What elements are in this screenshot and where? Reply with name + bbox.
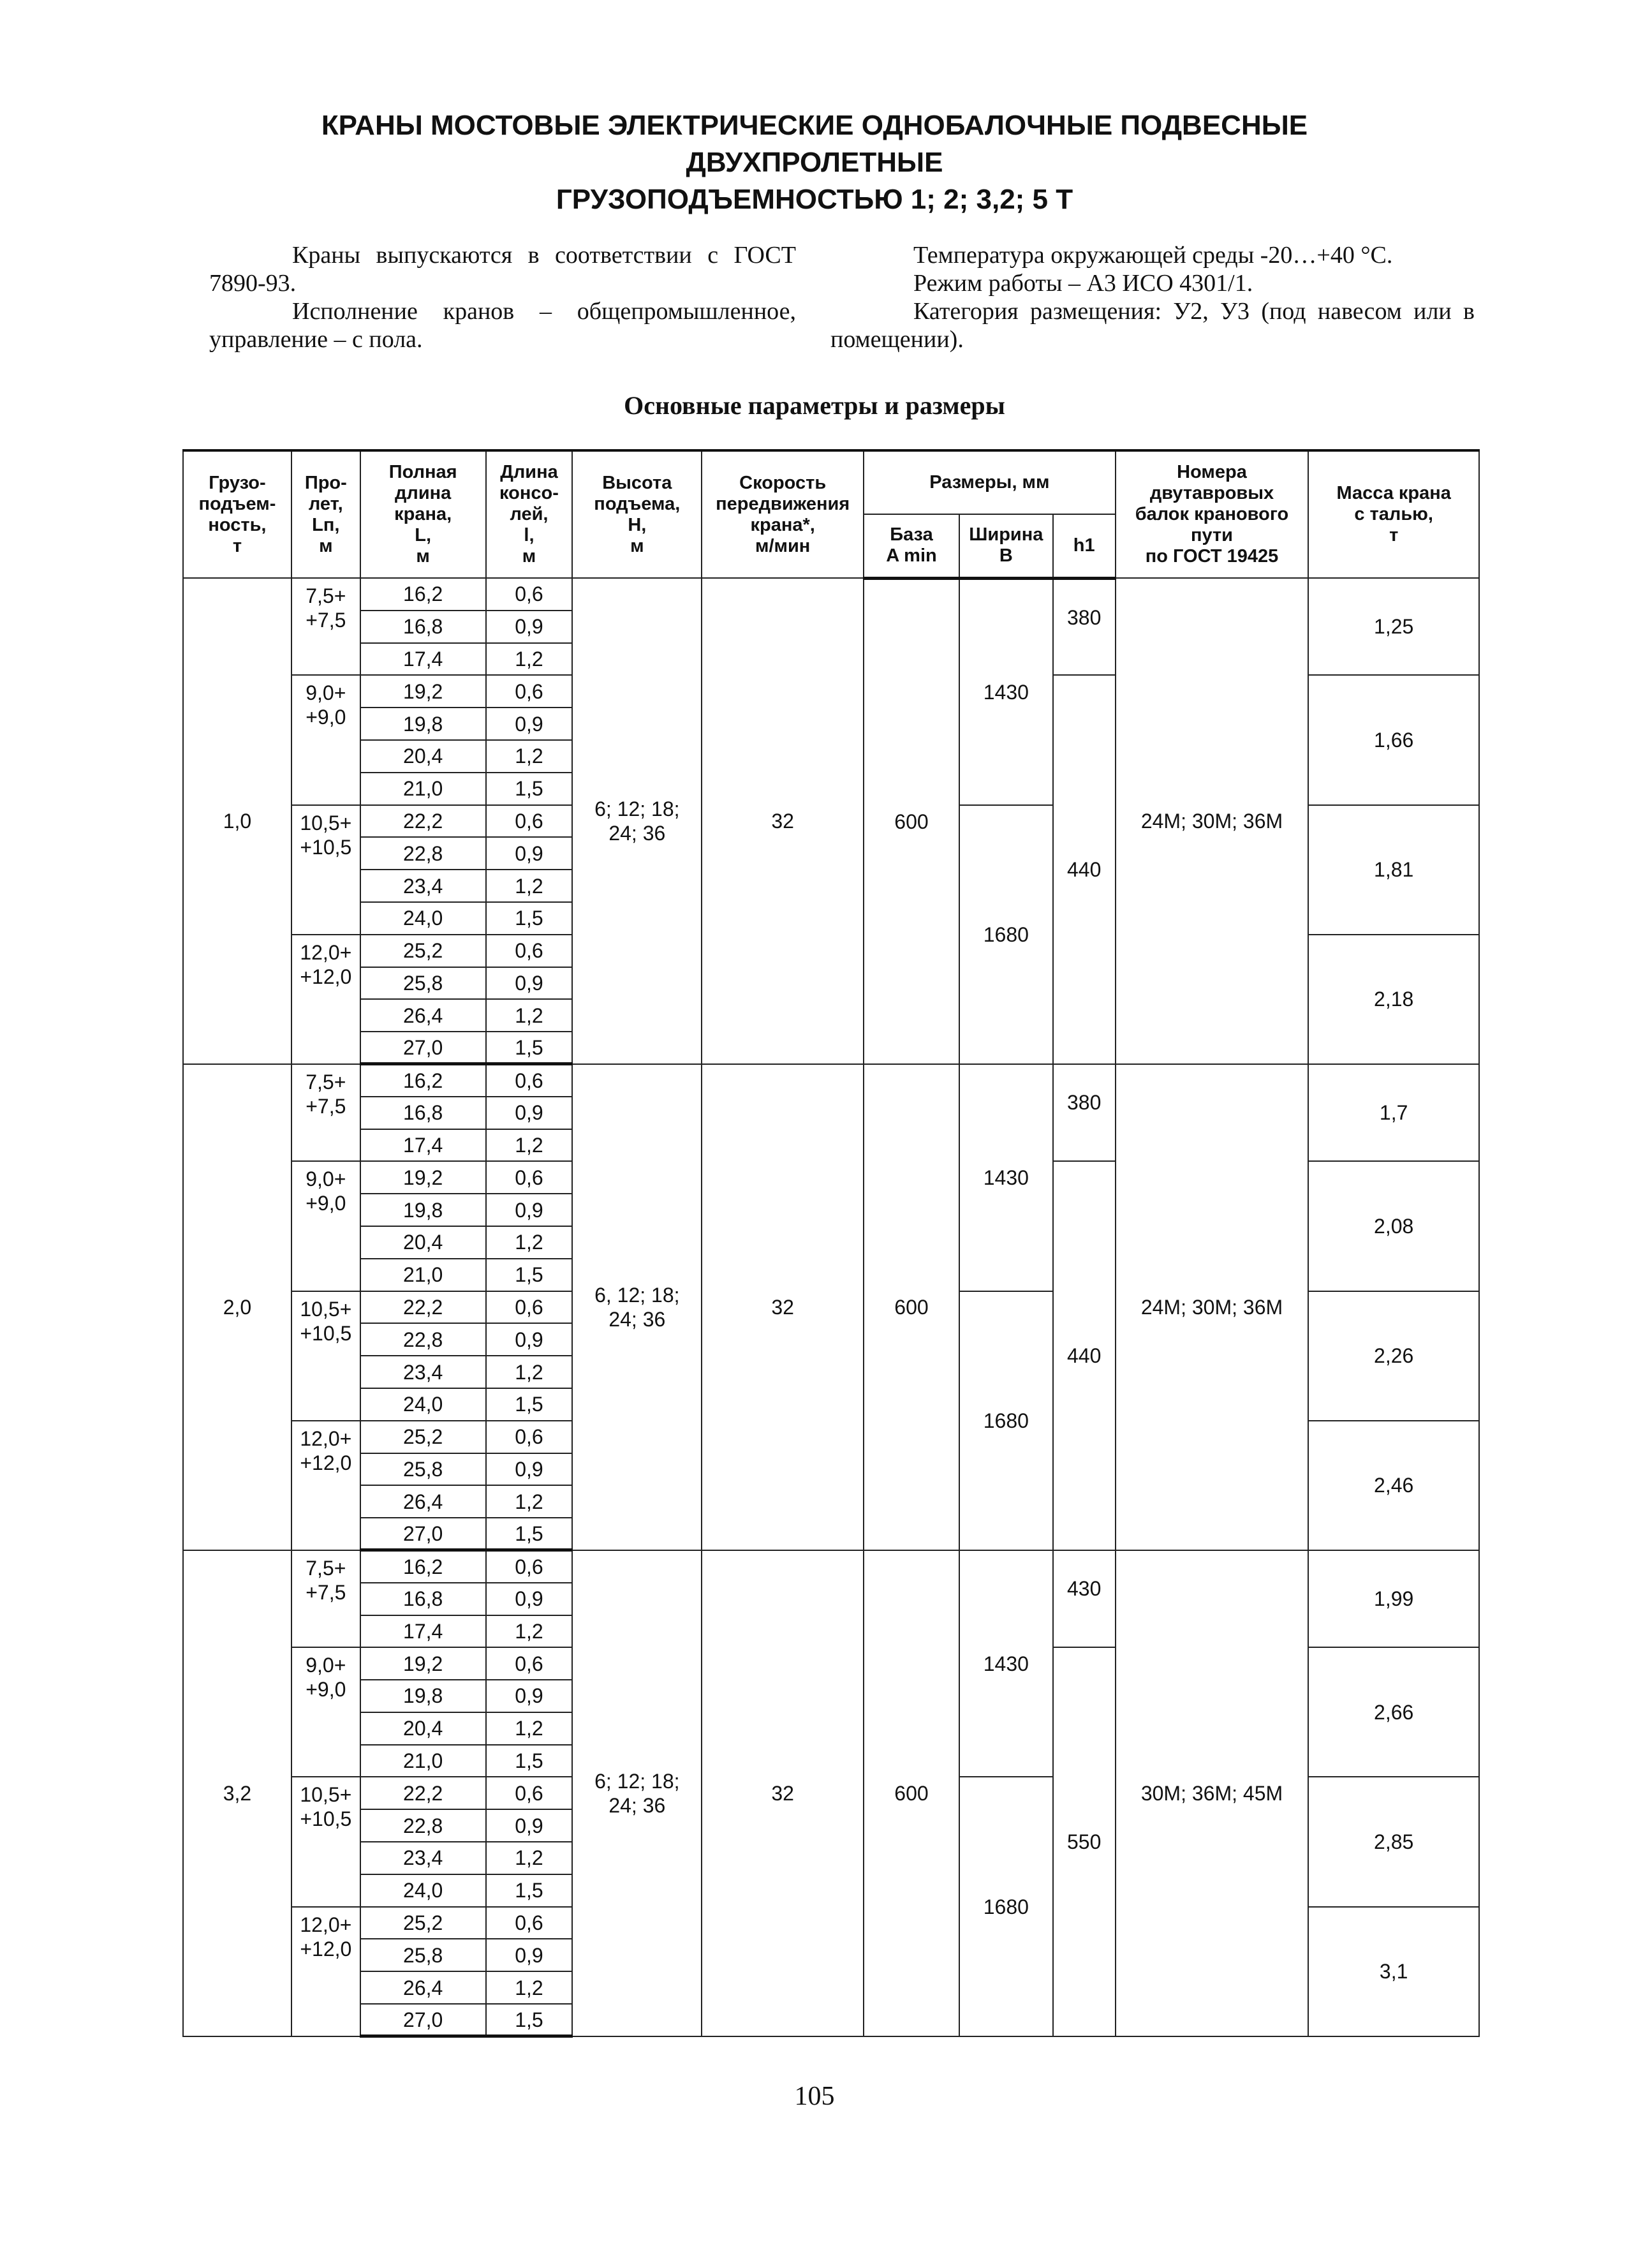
header-line: Lп, [312, 514, 340, 535]
span-cell: 7,5+ +7,5 [291, 1550, 360, 1647]
h1-cell: 440 [1053, 1161, 1116, 1550]
header-line: ность, [208, 514, 267, 535]
span-cell: 9,0+ +9,0 [291, 1161, 360, 1291]
mass-cell: 1,25 [1308, 578, 1479, 675]
console-cell: 1,5 [486, 1388, 573, 1421]
length-cell: 25,2 [360, 1907, 486, 1939]
length-cell: 20,4 [360, 1226, 486, 1259]
length-cell: 27,0 [360, 1032, 486, 1064]
console-cell: 0,9 [486, 1680, 573, 1712]
title-line-3: ГРУЗОПОДЪЕМНОСТЬЮ 1; 2; 3,2; 5 Т [556, 184, 1073, 215]
span-cell: 7,5+ +7,5 [291, 1064, 360, 1161]
h1-cell: 550 [1053, 1647, 1116, 2036]
intro-mode-text: Режим работы – А3 ИСО 4301/1. [913, 270, 1253, 297]
header-beams [1116, 450, 1309, 578]
header-line: Высота [602, 472, 672, 493]
header-line: лей, [510, 504, 549, 524]
lift-height-cell: 6, 12; 18; 24; 36 [572, 1064, 702, 1550]
title-line-2: ДВУХПРОЛЕТНЫЕ [686, 147, 943, 178]
length-cell: 17,4 [360, 643, 486, 676]
capacity-cell: 2,0 [183, 1064, 291, 1550]
header-line: Ширина [969, 524, 1043, 545]
length-cell: 22,8 [360, 837, 486, 870]
header-line: т [232, 535, 242, 556]
length-cell: 26,4 [360, 1971, 486, 2004]
console-cell: 1,5 [486, 1259, 573, 1291]
length-cell: 24,0 [360, 902, 486, 935]
h1-cell: 430 [1053, 1550, 1116, 1647]
header-line: Масса крана [1336, 483, 1451, 503]
header-line: двутавровых [1149, 483, 1274, 503]
span-cell: 12,0+ +12,0 [291, 1421, 360, 1550]
header-height [572, 450, 702, 578]
capacity-cell: 1,0 [183, 578, 291, 1064]
header-line: пути [1190, 525, 1233, 545]
header-line: Номера [1177, 462, 1247, 482]
length-cell: 19,8 [360, 708, 486, 740]
console-cell: 1,2 [486, 1226, 573, 1259]
header-line: м [416, 546, 430, 567]
console-cell: 1,5 [486, 1032, 573, 1064]
header-span [291, 450, 360, 578]
mass-cell: 2,85 [1308, 1777, 1479, 1906]
width-cell: 1680 [959, 1777, 1053, 2036]
header-line: A min [886, 545, 937, 567]
mass-cell: 3,1 [1308, 1907, 1479, 2036]
parameters-table [182, 449, 1480, 2038]
header-line: лет, [308, 493, 343, 514]
mass-cell: 2,08 [1308, 1161, 1479, 1291]
intro-execution-text: Исполнение кранов – общепромышленное, управление – с пола. [209, 298, 796, 353]
mass-cell: 1,7 [1308, 1064, 1479, 1161]
console-cell: 0,6 [486, 1647, 573, 1680]
header-h1: h1 [1053, 514, 1116, 578]
width-cell: 1430 [959, 578, 1053, 805]
header-line: балок кранового [1135, 504, 1289, 524]
header-line: м [522, 546, 536, 567]
h1-cell: 380 [1053, 1064, 1116, 1161]
console-cell: 0,9 [486, 1939, 573, 1971]
mass-cell: 2,18 [1308, 935, 1479, 1064]
lift-height-cell: 6; 12; 18; 24; 36 [572, 1550, 702, 2036]
header-line: Про- [304, 472, 347, 493]
console-cell: 0,6 [486, 1161, 573, 1194]
console-cell: 1,2 [486, 643, 573, 676]
length-cell: 24,0 [360, 1388, 486, 1421]
length-cell: 27,0 [360, 1518, 486, 1550]
console-cell: 0,6 [486, 1421, 573, 1453]
length-cell: 25,2 [360, 935, 486, 967]
console-cell: 1,2 [486, 1712, 573, 1745]
header-line: Скорость [739, 472, 827, 493]
table-row [183, 1550, 1479, 1583]
speed-cell: 32 [702, 1064, 864, 1550]
speed-cell: 32 [702, 1550, 864, 2036]
header-line: крана, [394, 504, 452, 524]
header-line: передвижения [716, 493, 850, 514]
span-cell: 9,0+ +9,0 [291, 675, 360, 804]
length-cell: 23,4 [360, 1356, 486, 1388]
header-mass [1308, 450, 1479, 578]
span-cell: 10,5+ +10,5 [291, 805, 360, 935]
length-cell: 19,8 [360, 1194, 486, 1226]
header-line: Длина [500, 462, 558, 482]
document-title [0, 107, 1629, 218]
length-cell: 26,4 [360, 999, 486, 1032]
console-cell: 1,2 [486, 999, 573, 1032]
mass-cell: 2,66 [1308, 1647, 1479, 1777]
base-cell: 600 [864, 1550, 959, 2036]
capacity-cell: 3,2 [183, 1550, 291, 2036]
console-cell: 0,6 [486, 675, 573, 708]
length-cell: 21,0 [360, 773, 486, 805]
beam-numbers-cell: 24М; 30М; 36М [1116, 578, 1309, 1064]
span-cell: 9,0+ +9,0 [291, 1647, 360, 1777]
length-cell: 26,4 [360, 1485, 486, 1518]
length-cell: 17,4 [360, 1129, 486, 1162]
beam-numbers-cell: 30М; 36М; 45М [1116, 1550, 1309, 2036]
console-cell: 1,2 [486, 1129, 573, 1162]
length-cell: 24,0 [360, 1874, 486, 1907]
length-cell: 21,0 [360, 1745, 486, 1777]
span-cell: 7,5+ +7,5 [291, 578, 360, 675]
table-row [183, 1064, 1479, 1097]
console-cell: 1,2 [486, 1485, 573, 1518]
span-cell: 12,0+ +12,0 [291, 935, 360, 1064]
console-cell: 0,9 [486, 1097, 573, 1129]
length-cell: 25,8 [360, 967, 486, 1000]
capacity-group [183, 1550, 1479, 2036]
console-cell: 0,6 [486, 935, 573, 967]
console-cell: 1,5 [486, 773, 573, 805]
header-line: l, [524, 525, 534, 545]
console-cell: 1,2 [486, 1356, 573, 1388]
header-line: подъем- [198, 493, 276, 514]
header-width [959, 514, 1053, 578]
mass-cell: 2,26 [1308, 1291, 1479, 1421]
console-cell: 1,5 [486, 902, 573, 935]
console-cell: 0,9 [486, 1809, 573, 1842]
length-cell: 22,8 [360, 1809, 486, 1842]
header-speed [702, 450, 864, 578]
console-cell: 0,9 [486, 1323, 573, 1356]
console-cell: 1,5 [486, 1874, 573, 1907]
header-line: Полная [388, 462, 457, 482]
page-number: 105 [794, 2082, 835, 2111]
header-line: консо- [499, 483, 559, 503]
length-cell: 19,2 [360, 1161, 486, 1194]
intro-category-text: Категория размещения: У2, У3 (под навесом или в помещении). [830, 298, 1475, 353]
length-cell: 22,8 [360, 1323, 486, 1356]
header-line: длина [395, 483, 452, 503]
header-line: т [1389, 525, 1399, 545]
console-cell: 1,5 [486, 1518, 573, 1550]
intro-gost-text: Краны выпускаются в соответствии с ГОСТ 7890-93. [209, 242, 796, 297]
base-cell: 600 [864, 578, 959, 1064]
console-cell: 1,5 [486, 1745, 573, 1777]
console-cell: 0,6 [486, 1777, 573, 1809]
length-cell: 21,0 [360, 1259, 486, 1291]
length-cell: 25,8 [360, 1939, 486, 1971]
header-line: H, [628, 514, 647, 535]
mass-cell: 2,46 [1308, 1421, 1479, 1550]
mass-cell: 1,99 [1308, 1550, 1479, 1647]
console-cell: 0,9 [486, 837, 573, 870]
header-console [486, 450, 573, 578]
title-line-1: КРАНЫ МОСТОВЫЕ ЭЛЕКТРИЧЕСКИЕ ОДНОБАЛОЧНЫЕ ПОДВЕСНЫЕ [321, 110, 1308, 141]
length-cell: 17,4 [360, 1615, 486, 1648]
console-cell: 0,6 [486, 1550, 573, 1583]
span-cell: 10,5+ +10,5 [291, 1777, 360, 1906]
header-line: м/мин [755, 535, 811, 556]
console-cell: 1,2 [486, 740, 573, 773]
width-cell: 1680 [959, 805, 1053, 1064]
table-row [183, 578, 1479, 611]
console-cell: 1,5 [486, 2004, 573, 2036]
console-cell: 0,6 [486, 805, 573, 838]
speed-cell: 32 [702, 578, 864, 1064]
console-cell: 0,6 [486, 1064, 573, 1097]
length-cell: 19,8 [360, 1680, 486, 1712]
length-cell: 16,8 [360, 611, 486, 643]
span-cell: 10,5+ +10,5 [291, 1291, 360, 1421]
header-line: с талью, [1354, 504, 1433, 524]
console-cell: 0,6 [486, 1291, 573, 1324]
base-cell: 600 [864, 1064, 959, 1550]
length-cell: 27,0 [360, 2004, 486, 2036]
console-cell: 0,9 [486, 1194, 573, 1226]
width-cell: 1430 [959, 1550, 1053, 1777]
mass-cell: 1,66 [1308, 675, 1479, 804]
mass-cell: 1,81 [1308, 805, 1479, 935]
length-cell: 20,4 [360, 740, 486, 773]
header-line: м [630, 535, 644, 556]
h1-cell: 380 [1053, 578, 1116, 675]
header-length [360, 450, 486, 578]
console-cell: 1,2 [486, 870, 573, 902]
console-cell: 0,9 [486, 1453, 573, 1486]
header-line: подъема, [594, 493, 681, 514]
length-cell: 22,2 [360, 1291, 486, 1324]
length-cell: 20,4 [360, 1712, 486, 1745]
console-cell: 0,6 [486, 1907, 573, 1939]
intro-left-column [209, 241, 796, 353]
beam-numbers-cell: 24М; 30М; 36М [1116, 1064, 1309, 1550]
header-dimensions: Размеры, мм [864, 450, 1116, 514]
console-cell: 0,9 [486, 611, 573, 643]
console-cell: 0,9 [486, 967, 573, 1000]
length-cell: 23,4 [360, 1842, 486, 1874]
header-line: Грузо- [209, 472, 266, 493]
capacity-group [183, 1064, 1479, 1550]
header-line: крана*, [750, 514, 815, 535]
length-cell: 16,2 [360, 578, 486, 611]
length-cell: 22,2 [360, 805, 486, 838]
length-cell: 19,2 [360, 1647, 486, 1680]
header-line: L, [415, 525, 432, 545]
length-cell: 25,2 [360, 1421, 486, 1453]
header-line: B [999, 545, 1013, 567]
h1-cell: 440 [1053, 675, 1116, 1064]
intro-right-column [830, 241, 1475, 353]
console-cell: 1,2 [486, 1615, 573, 1648]
intro-temperature-text: Температура окружающей среды -20…+40 °С. [913, 242, 1393, 269]
width-cell: 1430 [959, 1064, 1053, 1291]
length-cell: 19,2 [360, 675, 486, 708]
length-cell: 16,2 [360, 1064, 486, 1097]
console-cell: 0,6 [486, 578, 573, 611]
header-line: м [319, 535, 333, 556]
console-cell: 1,2 [486, 1971, 573, 2004]
length-cell: 16,2 [360, 1550, 486, 1583]
capacity-group [183, 578, 1479, 1064]
header-capacity [183, 450, 291, 578]
length-cell: 22,2 [360, 1777, 486, 1809]
header-base [864, 514, 959, 578]
table-title: Основные параметры и размеры [624, 391, 1005, 420]
header-line: База [890, 524, 933, 545]
length-cell: 16,8 [360, 1583, 486, 1615]
length-cell: 16,8 [360, 1097, 486, 1129]
length-cell: 23,4 [360, 870, 486, 902]
lift-height-cell: 6; 12; 18; 24; 36 [572, 578, 702, 1064]
width-cell: 1680 [959, 1291, 1053, 1550]
console-cell: 0,9 [486, 708, 573, 740]
span-cell: 12,0+ +12,0 [291, 1907, 360, 2036]
console-cell: 0,9 [486, 1583, 573, 1615]
console-cell: 1,2 [486, 1842, 573, 1874]
header-line: по ГОСТ 19425 [1145, 546, 1279, 567]
length-cell: 25,8 [360, 1453, 486, 1486]
